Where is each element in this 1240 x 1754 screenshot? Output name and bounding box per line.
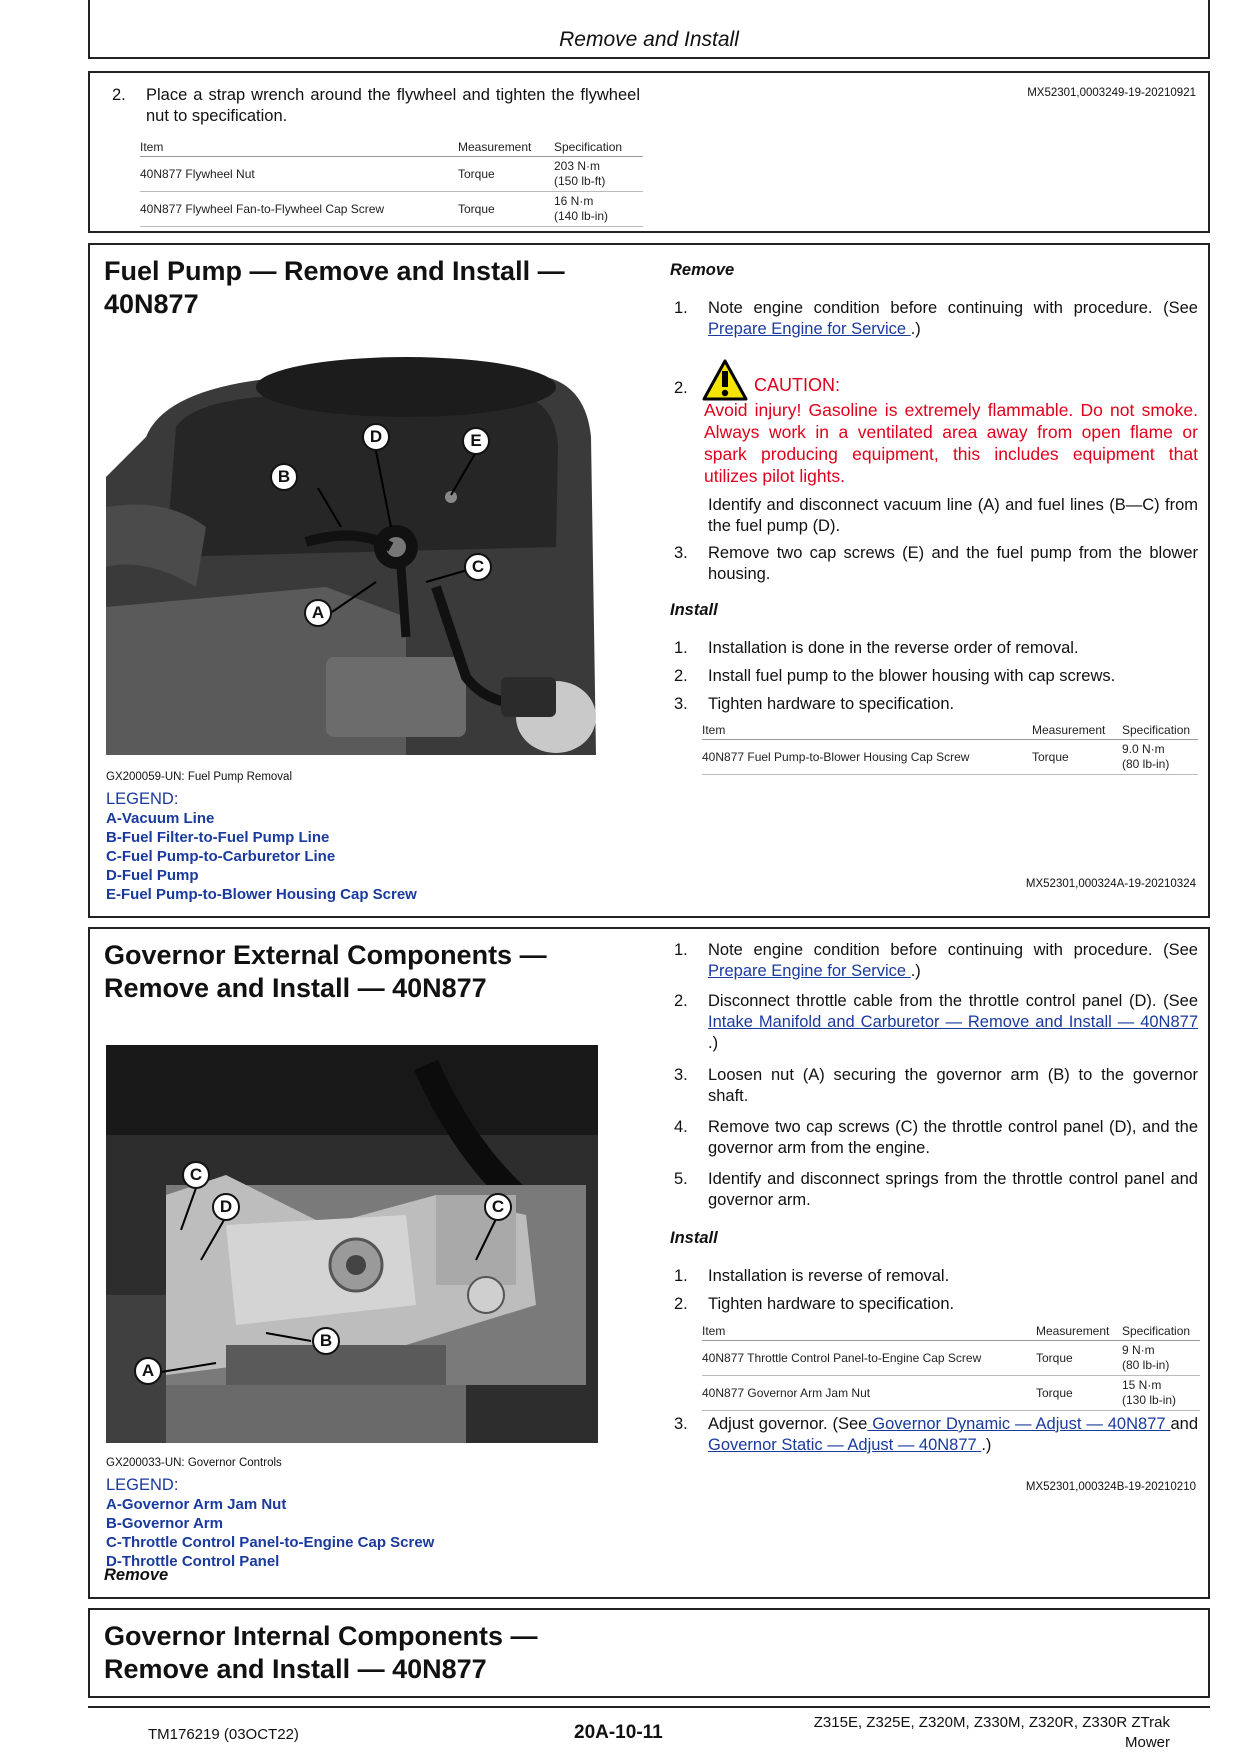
col-header-measurement: Measurement (458, 138, 554, 157)
callout-d: D (362, 423, 390, 451)
table-row (702, 1376, 1200, 1411)
col-header-measurement: Measurement (1036, 1322, 1122, 1341)
fuel-pump-photo (106, 357, 598, 755)
flywheel-spec-table (140, 138, 643, 227)
callout-b: B (270, 463, 298, 491)
callout-e: E (462, 427, 490, 455)
legend-title: LEGEND: (106, 1476, 179, 1494)
figure-caption: GX200059-UN: Fuel Pump Removal (106, 771, 292, 783)
governor-external-section: Governor External Components — Remove and Install — 40N877 A B C C D GX200033-UN: Governor Controls LEGEND: A-Governor Arm Jam Nut B-Governor Arm C-Throttle Control Panel-to-Engine Cap Screw D-Throttle Control Panel Remove 1. Note engine condition before continuing with procedure. (See Prepare Engine for Service .) 2. Disconnect throttle cable from the throttle control panel (D). (See Intake Manifold and Carburetor — Remove and Install — 40N877 .) 3. Loosen nut (A) securing the governor arm (B) to the governor shaft. 4. Remove two cap screws (C) the throttle control panel (D), and the governor arm from the engine. 5. Identify and disconnect springs from the throttle control panel and governor arm. Install 1. Installation is reverse of removal. 2. Tighten hardware to specification. Item Measurement Specification 40N877 Throttle Control Panel-to-Engine Cap Screw Torque 9 N·m (80 lb-in) 40N877 Governor Arm Jam Nut Torque 15 N·m (130 lb-in) 3. Adjust governor. (See Governor Dynamic — Adjust — 40N877 and Governor Static — Adjust — 40N877 .) MX52301,000324B-19-20210210 (88, 927, 1210, 1599)
cell-item: 40N877 Flywheel Nut (140, 157, 458, 192)
cell-spec: 9 N·m (80 lb-in) (1122, 1341, 1200, 1376)
step-number: 2. (112, 86, 126, 104)
legend-item: D-Fuel Pump (106, 867, 199, 884)
header-title: Remove and Install (559, 28, 739, 51)
col-header-specification: Specification (1122, 721, 1198, 740)
table-row (702, 1341, 1200, 1376)
governor-photo (106, 1045, 598, 1443)
col-header-item: Item (140, 138, 458, 157)
callout-d: D (212, 1193, 240, 1221)
callout-a: A (134, 1357, 162, 1385)
figure-caption: GX200033-UN: Governor Controls (106, 1457, 282, 1469)
step-text: Place a strap wrench around the flywheel and tighten the flywheel nut to specification. (146, 86, 640, 125)
fuel-pump-spec-table (702, 721, 1198, 775)
link-governor-dynamic[interactable]: Governor Dynamic — Adjust — 40N877 (867, 1415, 1171, 1433)
section-title: Fuel Pump — Remove and Install — 40N877 (104, 256, 565, 319)
callout-a: A (304, 599, 332, 627)
callout-c: C (182, 1161, 210, 1189)
legend-item: B-Governor Arm (106, 1515, 223, 1532)
cell-item: 40N877 Fuel Pump-to-Blower Housing Cap Screw (702, 740, 1032, 775)
section-title: Governor Internal Components — Remove and Install — 40N877 (104, 1621, 538, 1684)
step-text: Identify and disconnect vacuum line (A) and fuel lines (B—C) from the fuel pump (D). (708, 496, 1198, 535)
legend-item: A-Governor Arm Jam Nut (106, 1496, 287, 1513)
link-prepare-engine[interactable]: Prepare Engine for Service (708, 962, 911, 980)
cell-measurement: Torque (458, 192, 554, 227)
legend-title: LEGEND: (106, 790, 179, 808)
cell-item: 40N877 Throttle Control Panel-to-Engine Cap Screw (702, 1341, 1036, 1376)
legend-item: B-Fuel Filter-to-Fuel Pump Line (106, 829, 330, 846)
legend-item: C-Fuel Pump-to-Carburetor Line (106, 848, 336, 865)
governor-illustration (106, 1045, 598, 1443)
doc-id: MX52301,0003249-19-20210921 (1027, 87, 1196, 99)
cell-measurement: Torque (1036, 1341, 1122, 1376)
footer-doc: TM176219 (03OCT22) (148, 1726, 299, 1743)
col-header-specification: Specification (1122, 1322, 1200, 1341)
remove-heading: Remove (104, 1566, 169, 1584)
doc-id: MX52301,000324A-19-20210324 (1025, 878, 1196, 890)
footer-models: Z315E, Z325E, Z320M, Z330M, Z320R, Z330R ZTrak Mower (813, 1714, 1170, 1751)
section-title: Governor External Components — Remove and Install — 40N877 (104, 940, 547, 1003)
col-header-specification: Specification (554, 138, 643, 157)
col-header-item: Item (702, 721, 1032, 740)
install-heading: Install (670, 1229, 718, 1247)
legend-item: A-Vacuum Line (106, 810, 215, 827)
table-row (702, 740, 1198, 775)
header-box (88, 0, 1210, 59)
warning-icon (702, 359, 748, 401)
cell-measurement: Torque (1032, 740, 1122, 775)
col-header-measurement: Measurement (1032, 721, 1122, 740)
cell-spec: 9.0 N·m (80 lb-in) (1122, 740, 1198, 775)
cell-item: 40N877 Flywheel Fan-to-Flywheel Cap Screw (140, 192, 458, 227)
footer-rule (88, 1706, 1210, 1708)
caution-label: CAUTION: (754, 375, 841, 395)
flywheel-section (88, 71, 1210, 233)
cell-spec: 16 N·m (140 lb-in) (554, 192, 643, 227)
cell-spec: 15 N·m (130 lb-in) (1122, 1376, 1200, 1411)
cell-item: 40N877 Governor Arm Jam Nut (702, 1376, 1036, 1411)
callout-c: C (464, 553, 492, 581)
callout-b: B (312, 1327, 340, 1355)
link-governor-static[interactable]: Governor Static — Adjust — 40N877 (708, 1436, 982, 1454)
cell-spec: 203 N·m (150 lb-ft) (554, 157, 643, 192)
table-row (140, 157, 643, 192)
governor-internal-section (88, 1608, 1210, 1698)
footer-page-number: 20A-10-11 (574, 1722, 663, 1743)
fuel-pump-section: Fuel Pump — Remove and Install — 40N877 A B C D E GX200059-UN: Fuel Pump Removal LEGEND: A-Vacuum Line B-Fuel Filter-to-Fuel Pump Line C-Fuel Pump-to-Carburetor Line D-Fuel Pump E-Fuel Pump-to-Blower Housing Cap Screw Remove 1. Note engine condition before continuing with procedure. (See Prepare Engine for Service .) 2. CAUTION: Avoid injury! Gasoline is extremely flammable. Do not smoke. Always work in a ventilated area away from open flame or spark producing equipment, this includes equipment that utilizes pilot lights. Identify and disconnect vacuum line (A) and fuel lines (B—C) from the fuel pump (D). 3. Remove two cap screws (E) and the fuel pump from the blower housing. Install 1. Installation is done in the reverse order of removal. 2. Install fuel pump to the blower housing with cap screws. 3. Tighten hardware to specification. Item Measurement Specification 40N877 Fuel Pump-to-Blower Housing Cap Screw Torque 9.0 N·m (80 lb-in) MX52301,000324A-19-20210324 (88, 243, 1210, 918)
link-intake-manifold[interactable]: Intake Manifold and Carburetor — Remove and Install — 40N877 (708, 1013, 1198, 1031)
cell-measurement: Torque (1036, 1376, 1122, 1411)
col-header-item: Item (702, 1322, 1036, 1341)
doc-id: MX52301,000324B-19-20210210 (1025, 1481, 1196, 1493)
legend-item: D-Throttle Control Panel (106, 1553, 280, 1570)
engine-illustration (106, 357, 598, 755)
caution-text: Avoid injury! Gasoline is extremely flammable. Do not smoke. Always work in a ventilated area away from open flame or spark producing equipment, this includes equipment that utilizes pilot lights. (704, 400, 1198, 486)
cell-measurement: Torque (458, 157, 554, 192)
legend-item: E-Fuel Pump-to-Blower Housing Cap Screw (106, 886, 417, 903)
step-item: 2. CAUTION: Avoid injury! Gasoline is extremely flammable. Do not smoke. Always work in a ventilated area away from open flame or spark producing equipment, this includes equipment that utilizes pilot lights. Identify and disconnect vacuum line (A) and fuel lines (B—C) from the fuel pump (D). (674, 357, 1198, 567)
legend-item: C-Throttle Control Panel-to-Engine Cap Screw (106, 1534, 435, 1551)
figure-legend (106, 1475, 434, 1571)
remove-heading: Remove (670, 261, 735, 279)
callout-c: C (484, 1193, 512, 1221)
table-row (140, 192, 643, 227)
install-heading: Install (670, 601, 718, 619)
governor-spec-table (702, 1322, 1200, 1411)
figure-legend (106, 789, 417, 904)
link-prepare-engine[interactable]: Prepare Engine for Service (708, 320, 911, 338)
